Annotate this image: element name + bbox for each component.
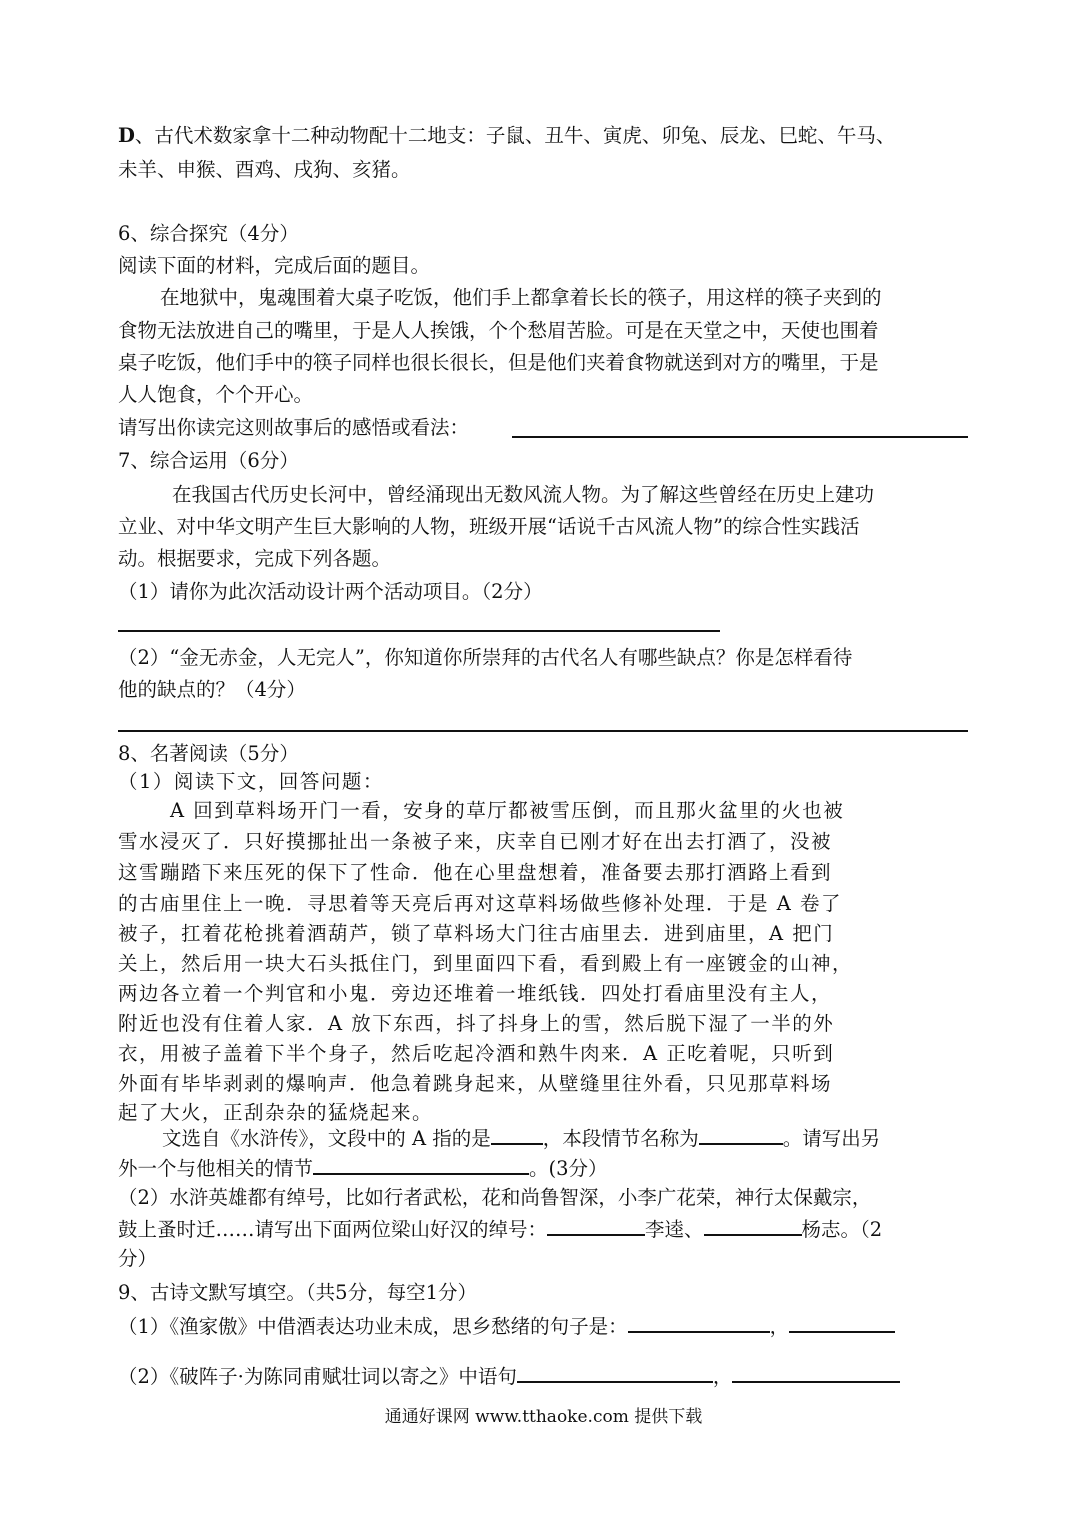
q8-sub2-text: 李逵、 bbox=[645, 1218, 704, 1241]
q8-sub2-line-2 bbox=[118, 1216, 882, 1243]
q8-sub2-line-1: （2）水浒英雄都有绰号，比如行者武松，花和尚鲁智深，小李广花荣，神行太保戴宗， bbox=[118, 1186, 872, 1209]
option-d-label: D bbox=[118, 124, 135, 147]
q8-answer-blank-episode[interactable] bbox=[699, 1125, 783, 1145]
q8-passage-line: 两边各立着一个判官和小鬼．旁边还堆着一堆纸钱．四处打看庙里没有主人， bbox=[118, 982, 833, 1005]
q7-paragraph-line: 在我国古代历史长河中，曾经涌现出无数风流人物。为了解这些曾经在历史上建功 bbox=[172, 483, 875, 506]
q8-passage-line: 这雪蹦踏下来压死的保下了性命．他在心里盘想着，准备要去那打酒路上看到 bbox=[118, 861, 833, 884]
q7-paragraph-line: 立业、对中华文明产生巨大影响的人物，班级开展“话说千古风流人物”的综合性实践活 bbox=[118, 515, 860, 538]
q8-question-text: ，本段情节名称为 bbox=[542, 1127, 699, 1150]
q6-paragraph-line: 食物无法放进自己的嘴里，于是人人挨饿，个个愁眉苦脸。可是在天堂之中，天使也围着 bbox=[118, 319, 879, 342]
q8-answer-blank-a[interactable] bbox=[491, 1125, 543, 1145]
q8-question-line-2 bbox=[118, 1155, 608, 1182]
q6-title: 6、综合探究（4分） bbox=[118, 222, 299, 245]
q8-passage-line: 被子，扛着花枪挑着酒葫芦，锁了草料场大门往古庙里去．进到庙里，A 把门 bbox=[118, 922, 835, 945]
option-d-text: 、古代术数家拿十二种动物配十二地支：子鼠、丑牛、寅虎、卯兔、辰龙、巳蛇、午马、 bbox=[134, 124, 896, 147]
q7-title: 7、综合运用（6分） bbox=[118, 449, 299, 472]
q6-prompt-line bbox=[118, 415, 469, 441]
q9-sub1-blank-1[interactable] bbox=[628, 1313, 770, 1333]
q9-sub1-blank-2[interactable] bbox=[789, 1313, 895, 1333]
q8-question-text: 文选自《水浒传》，文段中的 A 指的是 bbox=[162, 1127, 491, 1150]
q6-answer-line[interactable] bbox=[512, 436, 968, 438]
q7-sub2-line-2: 他的缺点的？（4分） bbox=[118, 678, 306, 701]
q8-passage-line: 外面有毕毕剥剥的爆响声．他急着跳身起来，从壁缝里往外看，只见那草料场 bbox=[118, 1072, 833, 1095]
q8-passage-line: A 回到草料场开门一看，安身的草厅都被雪压倒，而且那火盆里的火也被 bbox=[170, 799, 845, 822]
q8-passage-line: 关上，然后用一块大石头抵住门，到里面四下看，看到殿上有一座镀金的山神， bbox=[118, 952, 854, 975]
option-d-line-2: 未羊、申猴、酉鸡、戌狗、亥猪。 bbox=[118, 158, 411, 181]
q7-paragraph-line: 动。根据要求，完成下列各题。 bbox=[118, 547, 392, 570]
q6-prompt: 请写出你读完这则故事后的感悟或看法： bbox=[118, 416, 470, 439]
q9-sub1-text: （1）《渔家傲》中借酒表达功业未成，思乡愁绪的句子是： bbox=[118, 1315, 628, 1338]
q8-answer-blank-likui[interactable] bbox=[547, 1216, 645, 1236]
q7-sub2-line-1: （2）“金无赤金，人无完人”，你知道你所崇拜的古代名人有哪些缺点？你是怎样看待 bbox=[118, 646, 853, 669]
q8-passage-line: 雪水浸灭了．只好摸挪扯出一条被子来，庆幸自已刚才好在出去打酒了，没被 bbox=[118, 830, 833, 853]
q8-sub2-text: 鼓上蚤时迁……请写出下面两位梁山好汉的绰号： bbox=[118, 1218, 548, 1241]
q9-sub2-blank-1[interactable] bbox=[517, 1363, 713, 1383]
q7-sub1: （1）请你为此次活动设计两个活动项目。（2分） bbox=[118, 580, 543, 603]
q9-sub2-text: （2）《破阵子·为陈同甫赋壮词以寄之》中语句 bbox=[118, 1365, 517, 1388]
page-footer: 通通好课网 www.tthaoke.com 提供下载 bbox=[384, 1407, 703, 1427]
q8-sub1: （1）阅读下文，回答问题： bbox=[118, 770, 384, 793]
q8-passage-line: 附近也没有住着人家．A 放下东西，抖了抖身上的雪，然后脱下湿了一半的外 bbox=[118, 1012, 835, 1035]
q8-question-text: 外一个与他相关的情节 bbox=[118, 1157, 314, 1180]
q6-paragraph-line: 在地狱中，鬼魂围着大桌子吃饭，他们手上都拿着长长的筷子，用这样的筷子夹到的 bbox=[160, 286, 882, 309]
q8-answer-blank-yangzhi[interactable] bbox=[704, 1216, 802, 1236]
q9-sub1-separator: ， bbox=[769, 1315, 790, 1338]
q7-sub1-answer-line[interactable] bbox=[118, 630, 720, 632]
q8-question-line-1 bbox=[162, 1125, 880, 1152]
q7-sub2-answer-line[interactable] bbox=[118, 730, 968, 732]
q8-passage-line: 的古庙里住上一晚．寻思着等天亮后再对这草料场做些修补处理．于是 A 卷了 bbox=[118, 892, 842, 915]
q8-passage-line: 起了大火，正刮杂杂的猛烧起来。 bbox=[118, 1101, 434, 1124]
q9-sub2-blank-2[interactable] bbox=[732, 1363, 900, 1383]
q6-paragraph-line: 人人饱食，个个开心。 bbox=[118, 383, 314, 406]
q6-paragraph-line: 桌子吃饭，他们手中的筷子同样也很长很长，但是他们夹着食物就送到对方的嘴里，于是 bbox=[118, 351, 879, 374]
q9-sub1-line bbox=[118, 1313, 895, 1340]
q8-sub2-line-3: 分） bbox=[118, 1247, 158, 1270]
q9-title: 9、古诗文默写填空。（共5分，每空1分） bbox=[118, 1281, 477, 1304]
q8-passage-line: 衣，用被子盖着下半个身子，然后吃起冷酒和熟牛肉来．A 正吃着呢，只听到 bbox=[118, 1042, 835, 1065]
q8-question-text: 。请写出另 bbox=[782, 1127, 881, 1150]
q8-sub2-text: 杨志。（2 bbox=[801, 1218, 883, 1241]
q6-instruction: 阅读下面的材料，完成后面的题目。 bbox=[118, 254, 431, 277]
q8-question-text: 。(3分） bbox=[529, 1157, 608, 1180]
q8-title: 8、名著阅读（5分） bbox=[118, 742, 299, 765]
q9-sub2-separator: ， bbox=[712, 1365, 733, 1388]
q8-answer-blank-other-episode[interactable] bbox=[313, 1155, 529, 1175]
option-d-line-1 bbox=[118, 123, 895, 149]
q9-sub2-line bbox=[118, 1363, 900, 1390]
